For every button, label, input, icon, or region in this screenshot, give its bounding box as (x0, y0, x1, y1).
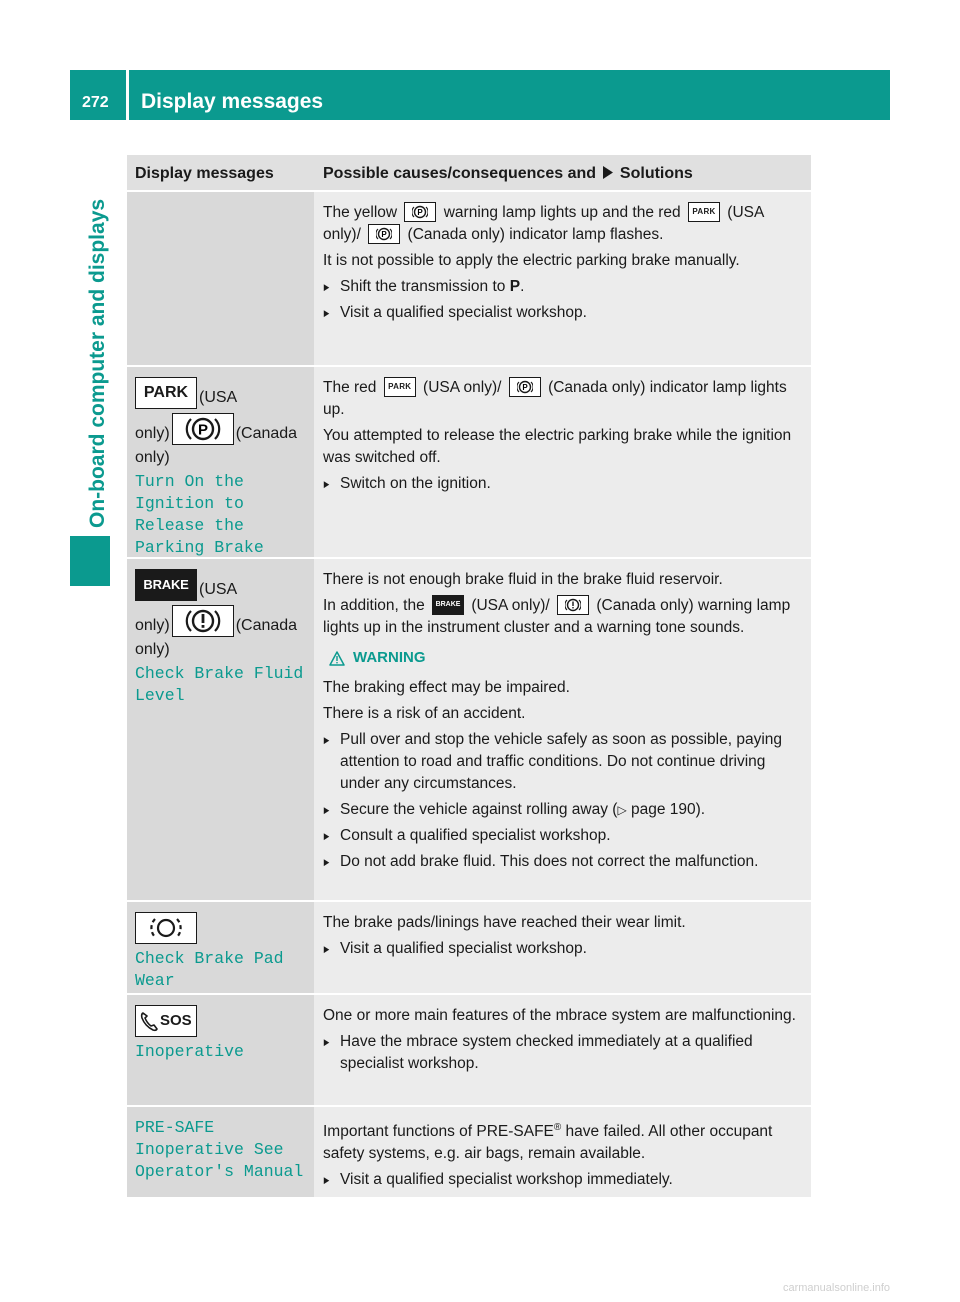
parking-brake-p-icon (404, 202, 436, 222)
park-icon: PARK (384, 377, 416, 397)
brake-icon: BRAKE (135, 569, 197, 601)
solution-cell (314, 1107, 811, 1197)
description-text: There is a risk of an accident. (323, 705, 526, 722)
table-row (127, 367, 811, 559)
warning-heading: WARNING (323, 647, 805, 669)
description-text: You attempted to release the electric parking brake while the ignition was switched off. (323, 427, 792, 466)
solution-step: ▶ Visit a qualified specialist workshop. (323, 938, 805, 960)
message-cell: BRAKE (USA only) (Canada only) Check Brake Fluid Level (127, 559, 314, 900)
solution-cell (314, 367, 811, 557)
parking-brake-p-icon (172, 413, 234, 445)
solution-step: ▶ Secure the vehicle against rolling away (▷ page 190). (323, 799, 805, 821)
solution-step: ▶ Visit a qualified specialist workshop immediately. (323, 1169, 805, 1191)
solution-cell (314, 559, 811, 900)
arrow-right-icon (602, 166, 613, 179)
display-message-text: Check Brake Pad Wear (135, 949, 284, 990)
solution-step: ▶ Do not add brake fluid. This does not correct the malfunction. (323, 851, 805, 873)
table-row (127, 559, 811, 902)
park-icon: PARK (135, 377, 197, 409)
solution-step: ▶ Shift the transmission to P. (323, 276, 805, 298)
description-text: The yellow P warning lamp lights up and the red PARK (USA only)/ P (Canada only) indicator lamp flashes. (323, 202, 805, 246)
message-cell (127, 902, 314, 993)
solution-cell (314, 995, 811, 1105)
brake-icon: BRAKE (432, 595, 464, 615)
watermark: carmanualsonline.info (782, 1282, 890, 1294)
solution-step: ▶ Pull over and stop the vehicle safely as soon as possible, paying attention to road and traffic conditions. Do not continue driving under any circumstances. (323, 729, 805, 795)
message-cell: PARK (USA only) P (Canada only) Turn On the Ignition to Release the Parking Brake (127, 367, 314, 557)
table-row (127, 995, 811, 1107)
solution-step: ▶ Visit a qualified specialist workshop. (323, 302, 805, 324)
svg-text:P: P (522, 382, 528, 392)
description-text: Important functions of PRE-SAFE® have failed. All other occupant safety systems, e.g. air bags, remain available. (323, 1122, 773, 1163)
svg-text:P: P (417, 207, 424, 217)
description-text: The red PARK (USA only)/ P (Canada only) indicator lamp lights up. (323, 377, 805, 421)
page-title: Display messages (129, 70, 890, 120)
warning-triangle-icon (329, 651, 345, 666)
message-cell (127, 192, 314, 365)
description-text: It is not possible to apply the electric parking brake manually. (323, 252, 740, 269)
side-tab-marker (70, 536, 110, 586)
display-message-text: Check Brake Fluid Level (135, 664, 304, 705)
sos-phone-icon: SOS (135, 1005, 197, 1037)
park-icon: PARK (688, 202, 720, 222)
page-number: 272 (70, 70, 126, 120)
solution-step: ▶ Have the mbrace system checked immediately at a qualified specialist workshop. (323, 1031, 805, 1075)
table-header (127, 155, 811, 192)
display-message-text: Turn On the Ignition to Release the Parking Brake (135, 472, 264, 557)
description-text: One or more main features of the mbrace system are malfunctioning. (323, 1007, 796, 1024)
message-cell (127, 1107, 314, 1197)
column-header-solutions: Possible causes/consequences and Solutions (323, 165, 693, 182)
table-row (127, 192, 811, 367)
brake-warning-icon (172, 605, 234, 637)
solution-step: ▶ Switch on the ignition. (323, 473, 805, 495)
description-text: In addition, the BRAKE (USA only)/ (Canada only) warning lamp lights up in the instrument cluster and a warning tone sounds. (323, 595, 805, 639)
brake-pad-wear-icon (135, 912, 197, 944)
page-reference-arrow-icon: ▷ (617, 803, 627, 817)
display-message-text: PRE-SAFE Inoperative See Operator's Manual (135, 1118, 304, 1181)
display-message-text: Inoperative (135, 1042, 244, 1061)
svg-text:P: P (197, 421, 208, 439)
parking-brake-p-icon (509, 377, 541, 397)
svg-text:P: P (381, 229, 387, 239)
solution-cell (314, 902, 811, 993)
table-row (127, 902, 811, 995)
display-messages-table (127, 155, 811, 1199)
table-row (127, 1107, 811, 1199)
solution-step: ▶ Consult a qualified specialist workshop. (323, 825, 805, 847)
column-header-display-messages: Display messages (135, 165, 274, 182)
description-text: There is not enough brake fluid in the brake fluid reservoir. (323, 571, 723, 588)
description-text: The braking effect may be impaired. (323, 679, 570, 696)
description-text: The brake pads/linings have reached their wear limit. (323, 914, 686, 931)
message-cell (127, 995, 314, 1105)
solution-cell (314, 192, 811, 365)
brake-warning-icon (557, 595, 589, 615)
parking-brake-p-icon (368, 224, 400, 244)
